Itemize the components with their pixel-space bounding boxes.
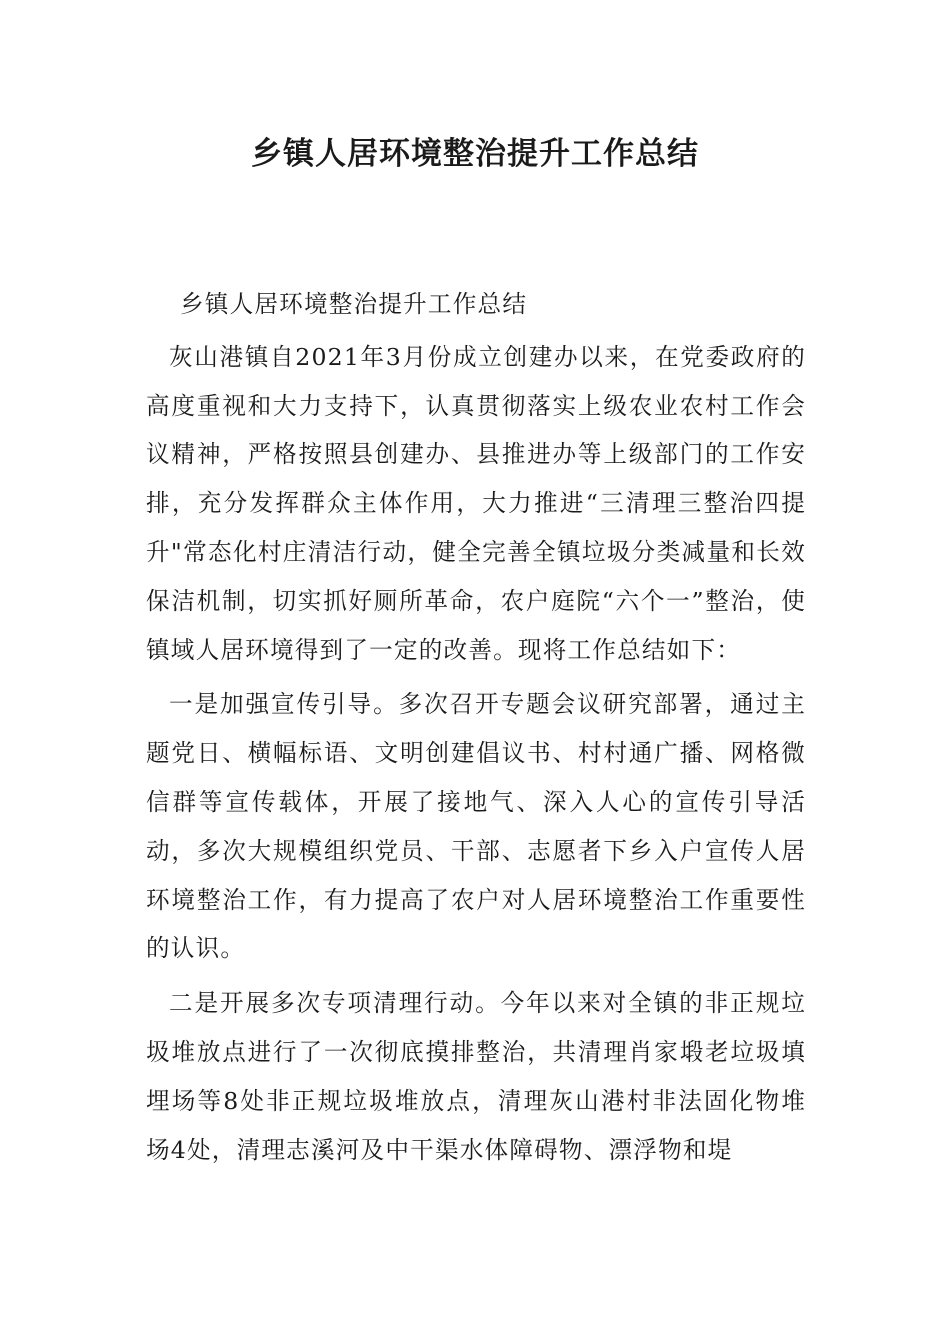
paragraph-intro: 灰山港镇自2021年3月份成立创建办以来，在党委政府的高度重视和大力支持下，认真贯彻落实上级农业农村工作会议精神，严格按照县创建办、县推进办等上级部门的工作安排，充分发挥群众主体作用，大力推进“三清理三整治四提升"常态化村庄清洁行动，健全完善全镇垃圾分类减量和长效保洁机制，切实抓好厕所革命，农户庭院“六个一”整治，使镇域人居环境得到了一定的改善。现将工作总结如下： [146, 342, 806, 664]
document-body [146, 280, 806, 1174]
document-subtitle: 乡镇人居环境整治提升工作总结 [180, 290, 528, 318]
paragraph-cleanup: 二是开展多次专项清理行动。今年以来对全镇的非正规垃圾堆放点进行了一次彻底摸排整治，共清理肖家塅老垃圾填埋场等8处非正规垃圾堆放点，清理灰山港村非法固化物堆场4处，清理志溪河及中干渠水体障碍物、漂浮物和堤 [146, 989, 806, 1164]
document-title: 乡镇人居环境整治提升工作总结 [251, 136, 699, 172]
paragraph-publicity: 一是加强宣传引导。多次召开专题会议研究部署，通过主题党日、横幅标语、文明创建倡议书、村村通广播、网格微信群等宣传载体，开展了接地气、深入人心的宣传引导活动，多次大规模组织党员、干部、志愿者下乡入户宣传人居环境整治工作，有力提高了农户对人居环境整治工作重要性的认识。 [146, 690, 806, 963]
